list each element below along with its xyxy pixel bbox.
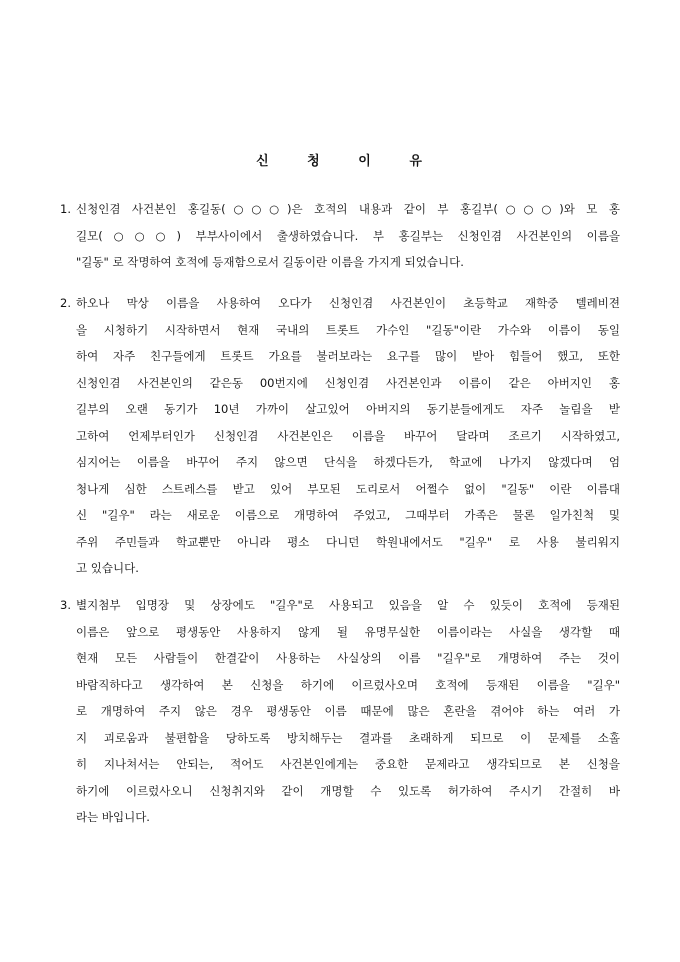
paragraph-number: 1. [60,202,71,216]
text-line: 길부의 오랜 동기가 10년 가까이 살고있어 아버지의 동기분들에게도 자주 놀림을 받 [76,402,620,416]
page-title: 신 청 이 유 [256,154,424,169]
text-line: 고하여 언제부터인가 신청인겸 사건본인은 이름을 바꾸어 달라며 조르기 시작하였고, [76,428,620,443]
paragraph-number: 3. [60,598,71,612]
text-line: 이름은 앞으로 평생동안 사용하지 않게 될 유명무실한 이름이라는 사실을 생각할 때 [76,624,620,639]
text-line: 로 개명하여 주지 않은 경우 평생동안 이름 때문에 많은 혼란을 겪어야 하는 여러 가 [76,704,620,718]
text-line: 현재 모든 사람들이 한결같이 사용하는 사실상의 이름 "길우"로 개명하여 주는 것이 [76,651,620,665]
text-line: 심지어는 이름을 바꾸어 주지 않으면 단식을 하겠다든가, 학교에 나가지 않겠다며 엄 [76,455,620,469]
text-line: "길동" 로 작명하여 호적에 등재함으로서 길동이란 이름을 가지게 되었습니다. [76,255,464,269]
text-line: 하여 자주 친구들에게 트롯트 가요를 불러보라는 요구를 많이 받아 힘들어 했고, 또한 [76,349,620,363]
text-line: 신청인겸 사건본인의 같은동 00번지에 신청인겸 사건본인과 이름이 같은 아버지인 홍 [76,375,620,390]
text-line: 하기에 이르렀사오니 신청취지와 같이 개명할 수 있도록 허가하여 주시기 간절히 바 [76,783,620,798]
paragraph-1 [60,196,620,276]
paragraph-2 [60,290,620,582]
text-line: 신청인겸 사건본인 홍길동(○○○)은 호적의 내용과 같이 부 홍길부(○○○)와 모 홍 [76,202,620,216]
paragraph-3 [60,592,620,831]
text-line: 별지첨부 입명장 및 상장에도 "길우"로 사용되고 있음을 알 수 있듯이 호적에 등재된 [76,598,620,612]
text-line: 주위 주민들과 학교뿐만 아니라 평소 다니던 학원내에서도 "길우" 로 사용 불리워지 [76,534,620,549]
text-line: 길모(○○○) 부부사이에서 출생하였습니다. 부 홍길부는 신청인겸 사건본인의 이름을 [76,228,620,243]
text-line: 히 지나쳐서는 안되는, 적어도 사건본인에게는 중요한 문제라고 생각되므로 본 신청을 [76,757,620,771]
text-line: 바람직하다고 생각하여 본 신청을 하기에 이르렀사오며 호적에 등재된 이름을 "길우" [76,677,620,692]
text-line: 라는 바입니다. [76,810,150,824]
text-line: 청나게 심한 스트레스를 받고 있어 부모된 도리로서 어쩔수 없이 "길동" 이란 이름대 [76,481,620,496]
text-line: 고 있습니다. [76,561,139,575]
text-line: 하오나 막상 이름을 사용하여 오다가 신청인겸 사건본인이 초등학교 재학중 텔레비젼 [76,296,620,310]
text-line: 을 시청하기 시작하면서 현재 국내의 트롯트 가수인 "길동"이란 가수와 이름이 동일 [76,322,620,337]
text-line: 지 괴로움과 불편함을 당하도록 방치해두는 결과를 초래하게 되므로 이 문제를 소홀 [76,730,620,745]
text-line: 신 "길우" 라는 새로운 이름으로 개명하여 주었고, 그때부터 가족은 물론 일가친척 및 [76,508,620,522]
paragraph-number: 2. [60,296,71,310]
